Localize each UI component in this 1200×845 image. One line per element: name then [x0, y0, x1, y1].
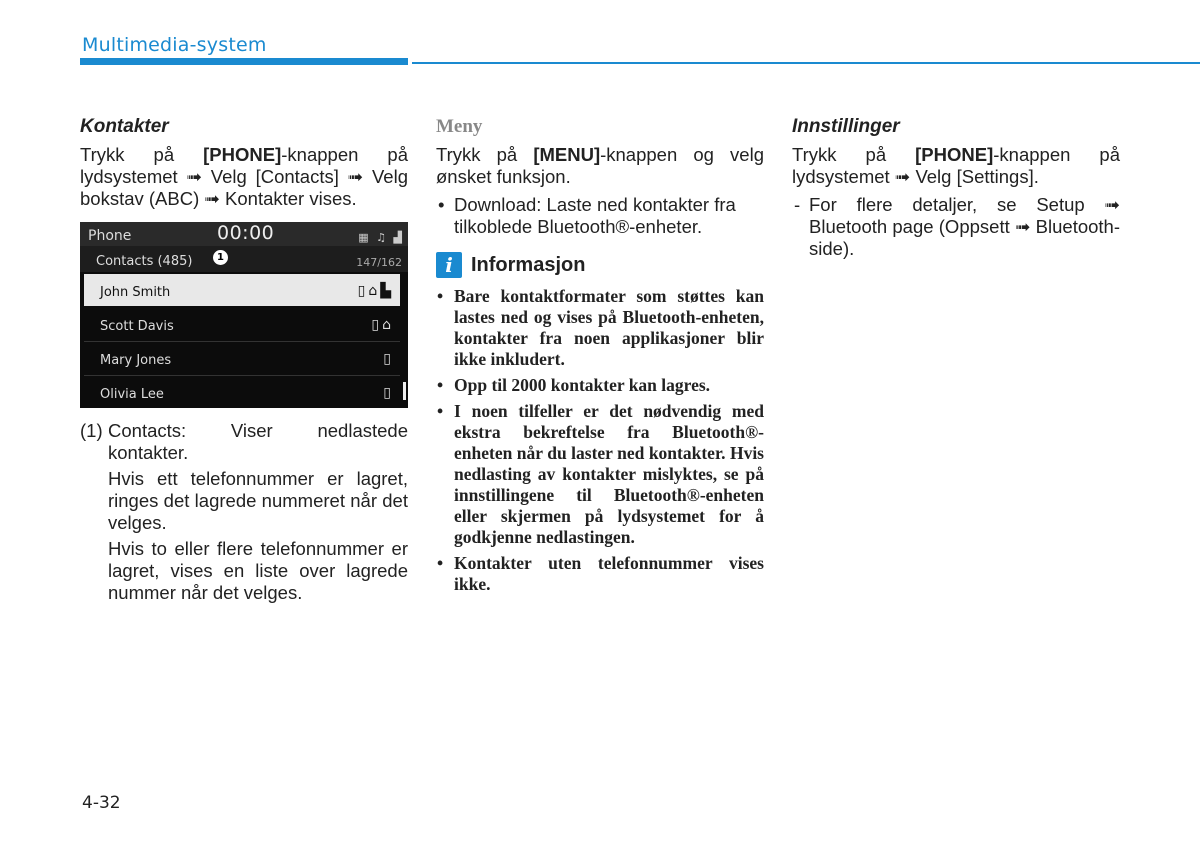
contacts-count-label: Contacts (485) [96, 254, 193, 269]
note-para: Hvis to eller flere telefonnummer er lagret, vises en liste over lagrede nummer når det velges. [108, 538, 408, 603]
page-number: 4-32 [82, 793, 121, 813]
contacts-intro: Trykk på [PHONE]-knappen på lydsystemet ➟ Velg [Contacts] ➟ Velg bokstav (ABC) ➟ Kontakter vises. [80, 144, 408, 209]
contact-type-icons: ▯ [383, 351, 394, 367]
scrollbar[interactable] [403, 382, 406, 400]
list-item: • Kontakter uten telefonnummer vises ikke. [436, 553, 764, 595]
list-item: • Opp til 2000 kontakter kan lagres. [436, 375, 764, 396]
contact-type-icons: ▯⌂▙ [357, 283, 394, 299]
column-contacts [80, 116, 408, 604]
contact-name: John Smith [100, 285, 171, 300]
screen-sub-bar [80, 246, 408, 272]
contact-row[interactable] [84, 342, 400, 374]
callout-marker: 1 [213, 250, 228, 265]
contact-type-icons: ▯⌂ [371, 317, 394, 333]
info-header [436, 252, 764, 278]
contact-name: Olivia Lee [100, 387, 164, 402]
list-item: • Bare kontaktformater som støttes kan lastes ned og vises på Bluetooth-enheten, kontakter fra noen applikasjoner blir ikke inkludert. [436, 286, 764, 370]
list-item: - For flere detaljer, se Setup ➟ Bluetooth page (Oppsett ➟ Bluetooth-side). [792, 194, 1120, 260]
callout-note: (1) Contacts: Viser nedlastede kontakter. [80, 420, 408, 463]
settings-intro: Trykk på [PHONE]-knappen på lydsystemet ➟ Velg [Settings]. [792, 144, 1120, 187]
info-list [436, 286, 764, 595]
header-bar-thin [412, 62, 1200, 64]
screen-time: 00:00 [217, 222, 275, 244]
menu-intro: Trykk på [MENU]-knappen og velg ønsket funksjon. [436, 144, 764, 187]
contact-name: Mary Jones [100, 353, 172, 368]
menu-list [436, 194, 764, 238]
column-settings [792, 116, 1120, 260]
contact-row[interactable] [84, 376, 400, 408]
phone-screen-image [80, 222, 408, 408]
callout-notes [80, 420, 408, 604]
header-bar-thick [80, 58, 408, 65]
settings-heading: Innstillinger [792, 116, 900, 137]
settings-list [792, 194, 1120, 260]
screen-top-bar [80, 222, 408, 246]
column-menu [436, 116, 764, 600]
contacts-heading: Kontakter [80, 116, 169, 137]
screen-title: Phone [88, 228, 132, 244]
status-icons: ▦ ♫ ▟ [358, 231, 404, 244]
contact-row[interactable] [84, 274, 400, 306]
contact-type-icons: ▯ [383, 385, 394, 401]
contact-name: Scott Davis [100, 319, 174, 334]
list-item: • I noen tilfeller er det nødvendig med ekstra bekreftelse fra Bluetooth®-enheten når du laster ned kontakter. Hvis nedlasting av kontakter mislyktes, se på innstillingene til Bluetooth®-enheten eller skjermen på lydsystemet for å godkjenne nedlastingen. [436, 401, 764, 548]
info-icon: i [436, 252, 462, 278]
info-title: Informasjon [471, 254, 586, 276]
note-para: Hvis ett telefonnummer er lagret, ringes det lagrede nummeret når det velges. [108, 468, 408, 533]
header-title: Multimedia-system [82, 34, 267, 56]
menu-heading: Meny [436, 116, 483, 137]
list-item: • Download: Laste ned kontakter fra tilkoblede Bluetooth®-enheter. [436, 194, 764, 238]
contact-row[interactable] [84, 308, 400, 340]
page-count: 147/162 [356, 256, 402, 269]
